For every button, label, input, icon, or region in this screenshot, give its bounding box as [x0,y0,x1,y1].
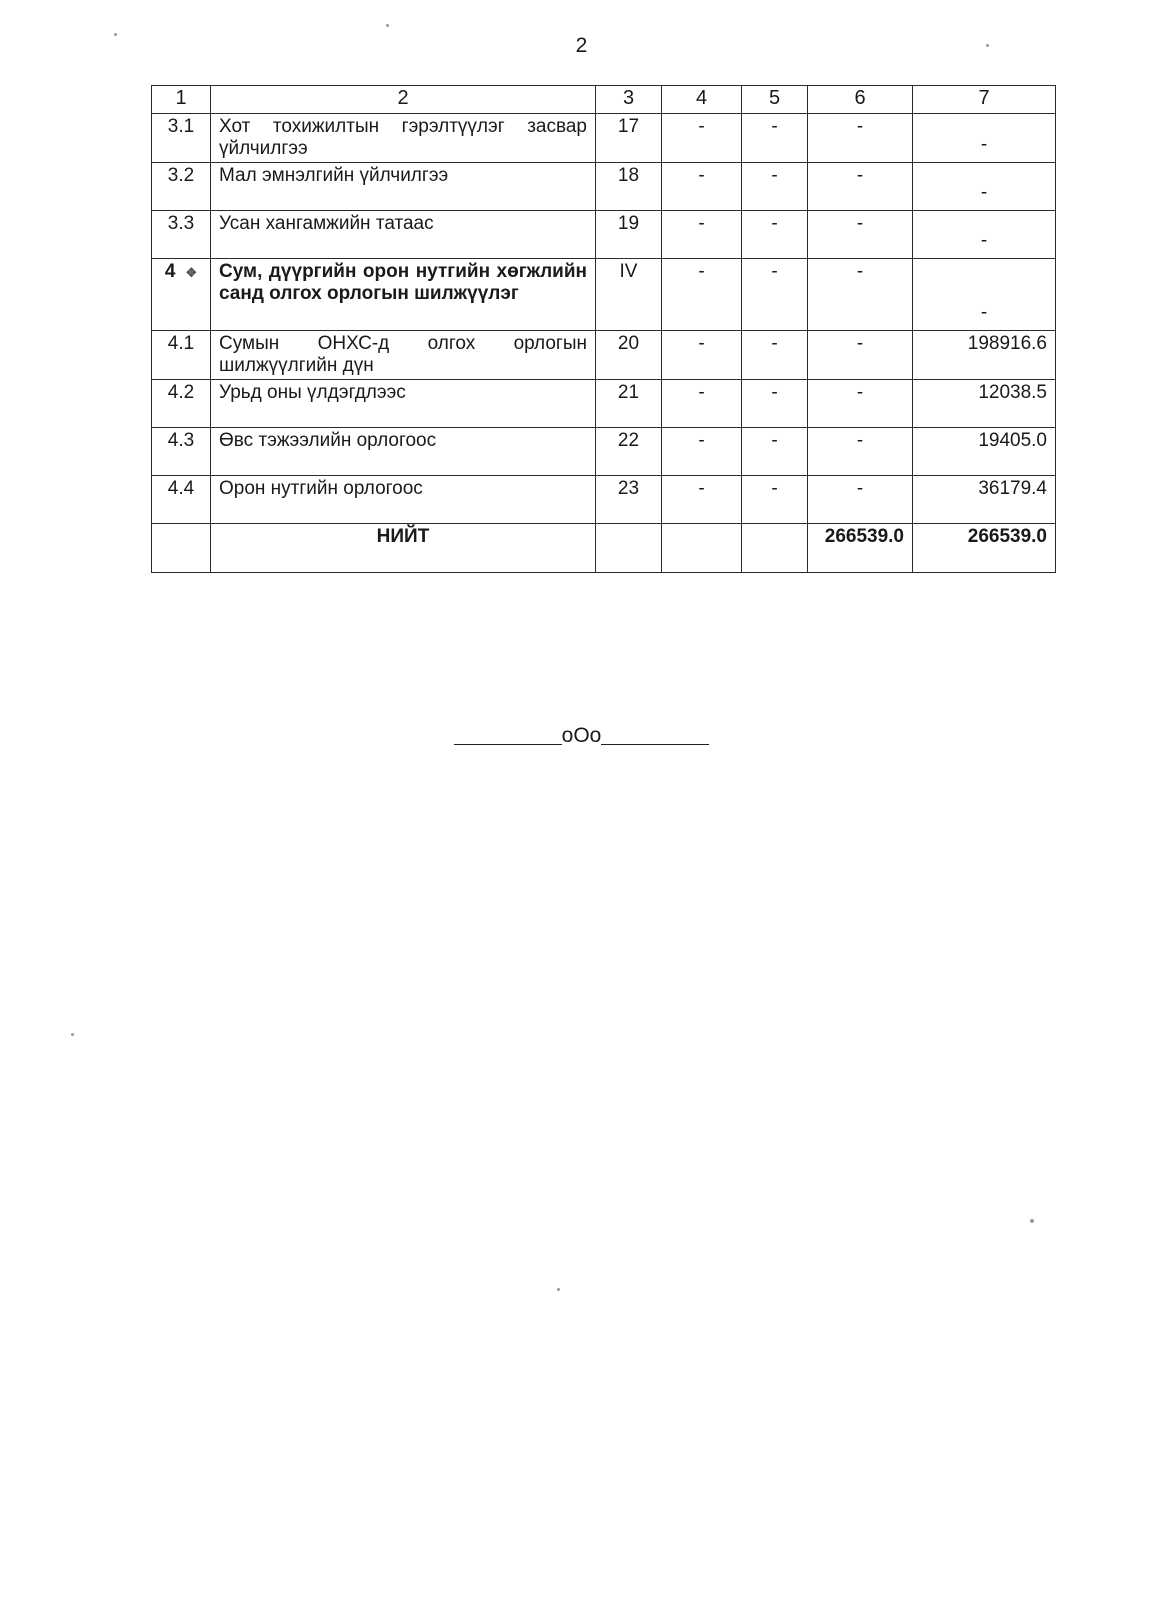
col7-value: - [913,114,1056,163]
header-cell: 6 [808,86,913,114]
table-row [152,428,1056,476]
table-header-row [152,86,1056,114]
ink-mark-icon: ❖ [185,265,198,280]
col6-value: - [808,331,913,380]
row-code: 18 [596,163,662,211]
col5-value: - [742,259,808,331]
col5-value: - [742,163,808,211]
row-code: 22 [596,428,662,476]
end-mark [0,724,1163,748]
col4-value: - [662,114,742,163]
row-description: Орон нутгийн орлогоос [211,476,596,524]
row-number-text: 3.3 [167,213,195,234]
col7-value: 12038.5 [913,380,1056,428]
row-code: 21 [596,380,662,428]
row-number [152,331,211,380]
row-number [152,259,211,331]
table-row [152,211,1056,259]
row-description: Сум, дүүргийн орон нутгийн хөгжлийн санд олгох орлогын шилжүүлэг [211,259,596,331]
scan-speck [114,33,117,36]
row-number-text: 3.1 [167,116,195,137]
col5-value: - [742,428,808,476]
header-cell: 3 [596,86,662,114]
row-number [152,380,211,428]
scan-speck [386,24,389,27]
row-description: Усан хангамжийн татаас [211,211,596,259]
row-description: Өвс тэжээлийн орлогоос [211,428,596,476]
row-number-text: 4.4 [167,478,195,499]
col4-value: - [662,163,742,211]
table-row [152,380,1056,428]
row-number-text: 4 [164,261,176,282]
row-description: Мал эмнэлгийн үйлчилгээ [211,163,596,211]
total-label: НИЙТ [211,524,596,573]
row-description: Хот тохижилтын гэрэлтүүлэг засвар үйлчилгээ [211,114,596,163]
col5-value: - [742,211,808,259]
end-line-left [454,744,562,745]
total-col7-value: 266539.0 [913,524,1056,573]
row-code: 23 [596,476,662,524]
col6-value: - [808,380,913,428]
total-empty-cell [662,524,742,573]
col6-value: - [808,476,913,524]
col7-value: - [913,211,1056,259]
col5-value: - [742,331,808,380]
row-code: 19 [596,211,662,259]
budget-table [151,85,1056,573]
col5-value: - [742,476,808,524]
row-description: Сумын ОНХС-д олгох орлогын шилжүүлгийн дүн [211,331,596,380]
row-code: 20 [596,331,662,380]
col6-value: - [808,428,913,476]
header-cell: 2 [211,86,596,114]
table-row [152,114,1056,163]
header-cell: 1 [152,86,211,114]
header-cell: 4 [662,86,742,114]
row-number [152,163,211,211]
table-row [152,331,1056,380]
col7-value: - [913,259,1056,331]
row-code: 17 [596,114,662,163]
row-number-text: 3.2 [167,165,195,186]
table-row [152,259,1056,331]
col4-value: - [662,331,742,380]
end-line-right [601,744,709,745]
col7-value: 198916.6 [913,331,1056,380]
col6-value: - [808,163,913,211]
scan-speck [557,1288,560,1291]
row-number-text: 4.3 [167,430,195,451]
page-number: 2 [575,34,588,57]
scan-speck [1030,1219,1034,1223]
col7-value: 19405.0 [913,428,1056,476]
col6-value: - [808,211,913,259]
col6-value: - [808,259,913,331]
col7-value: 36179.4 [913,476,1056,524]
col4-value: - [662,380,742,428]
col5-value: - [742,380,808,428]
col7-value: - [913,163,1056,211]
table-row [152,163,1056,211]
row-number [152,428,211,476]
col4-value: - [662,259,742,331]
row-description: Урьд оны үлдэгдлээс [211,380,596,428]
col6-value: - [808,114,913,163]
header-cell: 7 [913,86,1056,114]
end-mark-text: oOo [561,724,602,747]
col5-value: - [742,114,808,163]
header-cell: 5 [742,86,808,114]
row-code: IV [596,259,662,331]
row-number [152,476,211,524]
col4-value: - [662,476,742,524]
row-number-text: 4.1 [167,333,195,354]
total-col6-value: 266539.0 [808,524,913,573]
row-number-text: 4.2 [167,382,195,403]
table-row [152,476,1056,524]
row-number [152,211,211,259]
col4-value: - [662,428,742,476]
scan-speck [71,1033,74,1036]
total-empty-cell [152,524,211,573]
row-number [152,114,211,163]
scan-speck [986,44,989,47]
total-empty-cell [742,524,808,573]
total-row [152,524,1056,573]
col4-value: - [662,211,742,259]
total-empty-cell [596,524,662,573]
